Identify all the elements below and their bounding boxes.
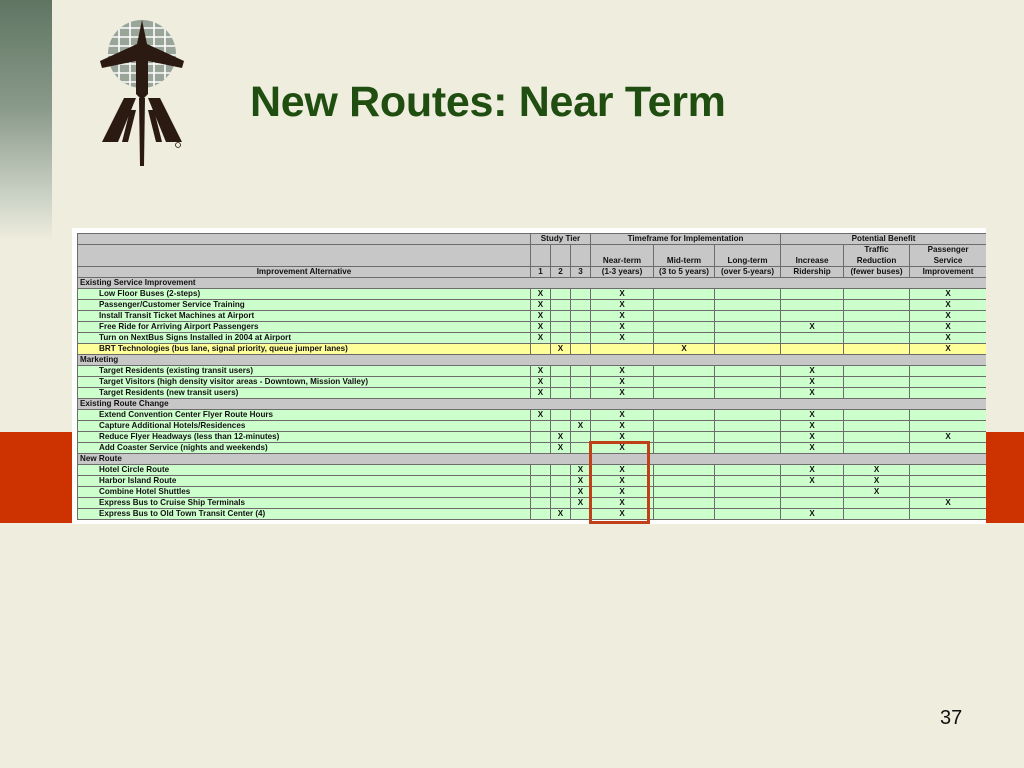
- cell-ridership: [781, 300, 844, 311]
- cell-t2: [551, 465, 571, 476]
- cell-near: X: [591, 366, 654, 377]
- cell-t1: X: [531, 333, 551, 344]
- row-name: Target Visitors (high density visitor areas - Downtown, Mission Valley): [78, 377, 531, 388]
- row-name: Target Residents (existing transit users): [78, 366, 531, 377]
- cell-mid: [654, 410, 715, 421]
- cell-traffic: [844, 366, 910, 377]
- cell-t1: X: [531, 311, 551, 322]
- cell-t3: [571, 432, 591, 443]
- table-row: [78, 498, 987, 509]
- cell-traffic: [844, 344, 910, 355]
- header-mid-line1: Mid-term: [654, 256, 715, 267]
- cell-long: [715, 432, 781, 443]
- cell-mid: X: [654, 344, 715, 355]
- cell-t2: [551, 421, 571, 432]
- table-row: [78, 388, 987, 399]
- cell-ridership: X: [781, 476, 844, 487]
- cell-t1: X: [531, 410, 551, 421]
- cell-ridership: X: [781, 366, 844, 377]
- cell-near: X: [591, 300, 654, 311]
- cell-long: [715, 333, 781, 344]
- cell-traffic: [844, 333, 910, 344]
- cell-t1: X: [531, 289, 551, 300]
- table-row: [78, 333, 987, 344]
- cell-ridership: [781, 333, 844, 344]
- cell-ridership: [781, 311, 844, 322]
- row-name: Express Bus to Cruise Ship Terminals: [78, 498, 531, 509]
- section-label: Marketing: [78, 355, 987, 366]
- airport-logo-icon: [92, 14, 192, 170]
- cell-t2: X: [551, 443, 571, 454]
- cell-traffic: [844, 509, 910, 520]
- cell-passenger: [910, 487, 986, 498]
- cell-passenger: [910, 421, 986, 432]
- cell-t2: X: [551, 344, 571, 355]
- header-ridership-line1: Increase: [781, 256, 844, 267]
- cell-mid: [654, 322, 715, 333]
- table-section-row: [78, 454, 987, 465]
- cell-t3: X: [571, 465, 591, 476]
- cell-mid: [654, 388, 715, 399]
- header-passenger-line1: Passenger: [910, 245, 986, 256]
- page-number: 37: [940, 707, 963, 729]
- cell-t2: [551, 377, 571, 388]
- cell-t3: [571, 377, 591, 388]
- table-row: [78, 300, 987, 311]
- cell-passenger: [910, 377, 986, 388]
- cell-mid: [654, 289, 715, 300]
- cell-t2: [551, 487, 571, 498]
- cell-t1: [531, 476, 551, 487]
- cell-long: [715, 366, 781, 377]
- cell-t3: X: [571, 476, 591, 487]
- cell-t2: [551, 333, 571, 344]
- row-name: Harbor Island Route: [78, 476, 531, 487]
- cell-traffic: [844, 311, 910, 322]
- row-name: Install Transit Ticket Machines at Airport: [78, 311, 531, 322]
- header-study-tier: Study Tier: [531, 234, 591, 245]
- cell-passenger: [910, 410, 986, 421]
- cell-long: [715, 421, 781, 432]
- cell-near: [591, 344, 654, 355]
- row-name: BRT Technologies (bus lane, signal priority, queue jumper lanes): [78, 344, 531, 355]
- cell-long: [715, 509, 781, 520]
- row-name: Target Residents (new transit users): [78, 388, 531, 399]
- cell-t2: [551, 498, 571, 509]
- left-red-band: [0, 432, 78, 523]
- row-name: Capture Additional Hotels/Residences: [78, 421, 531, 432]
- cell-ridership: X: [781, 465, 844, 476]
- cell-t2: [551, 300, 571, 311]
- cell-mid: [654, 465, 715, 476]
- header-near-line2: (1-3 years): [591, 267, 654, 278]
- table-row: [78, 432, 987, 443]
- cell-t3: [571, 366, 591, 377]
- cell-t1: X: [531, 300, 551, 311]
- header-timeframe: Timeframe for Implementation: [591, 234, 781, 245]
- cell-passenger: [910, 443, 986, 454]
- cell-near: X: [591, 289, 654, 300]
- row-name: Reduce Flyer Headways (less than 12-minutes): [78, 432, 531, 443]
- cell-ridership: X: [781, 421, 844, 432]
- row-name: Turn on NextBus Signs Installed in 2004 at Airport: [78, 333, 531, 344]
- cell-passenger: X: [910, 432, 986, 443]
- row-name: Express Bus to Old Town Transit Center (4): [78, 509, 531, 520]
- header-potential-benefit: Potential Benefit: [781, 234, 986, 245]
- cell-t1: [531, 432, 551, 443]
- cell-t3: [571, 322, 591, 333]
- cell-t2: [551, 410, 571, 421]
- cell-t2: [551, 366, 571, 377]
- cell-ridership: X: [781, 410, 844, 421]
- header-long-line2: (over 5-years): [715, 267, 781, 278]
- cell-passenger: X: [910, 289, 986, 300]
- cell-traffic: [844, 443, 910, 454]
- cell-near: X: [591, 311, 654, 322]
- cell-t1: [531, 443, 551, 454]
- cell-ridership: X: [781, 509, 844, 520]
- cell-near: X: [591, 476, 654, 487]
- header-traffic-line3: (fewer buses): [844, 267, 910, 278]
- cell-long: [715, 498, 781, 509]
- cell-t3: [571, 388, 591, 399]
- cell-ridership: X: [781, 377, 844, 388]
- cell-passenger: [910, 465, 986, 476]
- cell-t1: X: [531, 377, 551, 388]
- cell-near: X: [591, 388, 654, 399]
- table-row: [78, 344, 987, 355]
- cell-ridership: X: [781, 443, 844, 454]
- cell-near: X: [591, 322, 654, 333]
- cell-near: X: [591, 509, 654, 520]
- cell-mid: [654, 311, 715, 322]
- cell-near: X: [591, 465, 654, 476]
- table-row: [78, 366, 987, 377]
- cell-passenger: [910, 509, 986, 520]
- section-label: Existing Route Change: [78, 399, 987, 410]
- cell-t1: [531, 487, 551, 498]
- cell-near: X: [591, 410, 654, 421]
- cell-t1: [531, 344, 551, 355]
- cell-traffic: [844, 289, 910, 300]
- cell-passenger: X: [910, 333, 986, 344]
- cell-t3: X: [571, 487, 591, 498]
- cell-passenger: X: [910, 344, 986, 355]
- cell-passenger: [910, 476, 986, 487]
- cell-near: X: [591, 421, 654, 432]
- cell-t2: X: [551, 432, 571, 443]
- row-name: Hotel Circle Route: [78, 465, 531, 476]
- header-mid-line2: (3 to 5 years): [654, 267, 715, 278]
- cell-ridership: [781, 289, 844, 300]
- cell-near: X: [591, 443, 654, 454]
- header-tier-2: 2: [551, 267, 571, 278]
- cell-passenger: X: [910, 322, 986, 333]
- cell-mid: [654, 432, 715, 443]
- cell-traffic: [844, 377, 910, 388]
- table-row: [78, 289, 987, 300]
- table-row: [78, 487, 987, 498]
- table-row: [78, 311, 987, 322]
- row-name: Passenger/Customer Service Training: [78, 300, 531, 311]
- cell-t2: [551, 476, 571, 487]
- header-traffic-line2: Reduction: [844, 256, 910, 267]
- table-section-row: [78, 278, 987, 289]
- cell-mid: [654, 333, 715, 344]
- table-row: [78, 465, 987, 476]
- cell-long: [715, 487, 781, 498]
- routes-table: [77, 233, 986, 520]
- cell-near: X: [591, 432, 654, 443]
- section-label: New Route: [78, 454, 987, 465]
- cell-passenger: [910, 388, 986, 399]
- cell-passenger: [910, 366, 986, 377]
- cell-t1: [531, 421, 551, 432]
- cell-t3: [571, 289, 591, 300]
- cell-passenger: X: [910, 311, 986, 322]
- routes-table-image: [72, 228, 986, 524]
- table-row: [78, 509, 987, 520]
- cell-traffic: [844, 421, 910, 432]
- cell-traffic: [844, 300, 910, 311]
- cell-long: [715, 388, 781, 399]
- cell-mid: [654, 377, 715, 388]
- cell-t2: [551, 322, 571, 333]
- cell-long: [715, 443, 781, 454]
- cell-t1: [531, 465, 551, 476]
- table-row: [78, 377, 987, 388]
- cell-t3: [571, 509, 591, 520]
- header-tier-1: 1: [531, 267, 551, 278]
- table-section-row: [78, 355, 987, 366]
- cell-mid: [654, 509, 715, 520]
- cell-long: [715, 410, 781, 421]
- left-gradient-bar: [0, 0, 52, 240]
- cell-ridership: [781, 498, 844, 509]
- cell-ridership: X: [781, 388, 844, 399]
- cell-t1: [531, 498, 551, 509]
- cell-t3: X: [571, 421, 591, 432]
- row-name: Add Coaster Service (nights and weekends): [78, 443, 531, 454]
- cell-traffic: [844, 432, 910, 443]
- cell-t3: X: [571, 498, 591, 509]
- cell-t2: [551, 289, 571, 300]
- near-term-callout-box: [589, 441, 650, 524]
- table-row: [78, 410, 987, 421]
- cell-mid: [654, 498, 715, 509]
- cell-mid: [654, 476, 715, 487]
- cell-passenger: X: [910, 300, 986, 311]
- cell-ridership: X: [781, 322, 844, 333]
- cell-long: [715, 322, 781, 333]
- cell-t2: [551, 311, 571, 322]
- cell-t3: [571, 300, 591, 311]
- header-improvement-alternative: Improvement Alternative: [78, 267, 531, 278]
- cell-long: [715, 465, 781, 476]
- cell-long: [715, 344, 781, 355]
- cell-near: X: [591, 487, 654, 498]
- cell-mid: [654, 443, 715, 454]
- header-tier-3: 3: [571, 267, 591, 278]
- cell-traffic: [844, 410, 910, 421]
- table-row: [78, 443, 987, 454]
- cell-t1: X: [531, 388, 551, 399]
- cell-near: X: [591, 377, 654, 388]
- cell-traffic: [844, 322, 910, 333]
- row-name: Combine Hotel Shuttles: [78, 487, 531, 498]
- cell-traffic: [844, 388, 910, 399]
- cell-t2: [551, 388, 571, 399]
- cell-mid: [654, 487, 715, 498]
- row-name: Free Ride for Arriving Airport Passengers: [78, 322, 531, 333]
- cell-t2: X: [551, 509, 571, 520]
- header-traffic-line1: Traffic: [844, 245, 910, 256]
- slide-title: New Routes: Near Term: [250, 78, 726, 126]
- cell-t3: [571, 410, 591, 421]
- table-section-row: [78, 399, 987, 410]
- header-near-line1: Near-term: [591, 256, 654, 267]
- cell-t1: X: [531, 366, 551, 377]
- cell-ridership: X: [781, 432, 844, 443]
- cell-long: [715, 311, 781, 322]
- row-name: Low Floor Buses (2-steps): [78, 289, 531, 300]
- cell-near: X: [591, 498, 654, 509]
- cell-t3: [571, 311, 591, 322]
- cell-t3: [571, 344, 591, 355]
- cell-traffic: X: [844, 465, 910, 476]
- table-row: [78, 322, 987, 333]
- cell-near: X: [591, 333, 654, 344]
- cell-mid: [654, 366, 715, 377]
- cell-long: [715, 476, 781, 487]
- cell-t3: [571, 443, 591, 454]
- table-row: [78, 421, 987, 432]
- cell-t3: [571, 333, 591, 344]
- cell-ridership: [781, 344, 844, 355]
- cell-long: [715, 377, 781, 388]
- header-ridership-line2: Ridership: [781, 267, 844, 278]
- cell-passenger: X: [910, 498, 986, 509]
- cell-mid: [654, 300, 715, 311]
- cell-ridership: [781, 487, 844, 498]
- cell-mid: [654, 421, 715, 432]
- header-blank: [78, 234, 531, 245]
- cell-traffic: X: [844, 487, 910, 498]
- header-long-line1: Long-term: [715, 256, 781, 267]
- section-label: Existing Service Improvement: [78, 278, 987, 289]
- cell-t1: [531, 509, 551, 520]
- header-passenger-line3: Improvement: [910, 267, 986, 278]
- cell-traffic: [844, 498, 910, 509]
- cell-t1: X: [531, 322, 551, 333]
- cell-traffic: X: [844, 476, 910, 487]
- row-name: Extend Convention Center Flyer Route Hours: [78, 410, 531, 421]
- cell-long: [715, 289, 781, 300]
- cell-long: [715, 300, 781, 311]
- table-row: [78, 476, 987, 487]
- header-passenger-line2: Service: [910, 256, 986, 267]
